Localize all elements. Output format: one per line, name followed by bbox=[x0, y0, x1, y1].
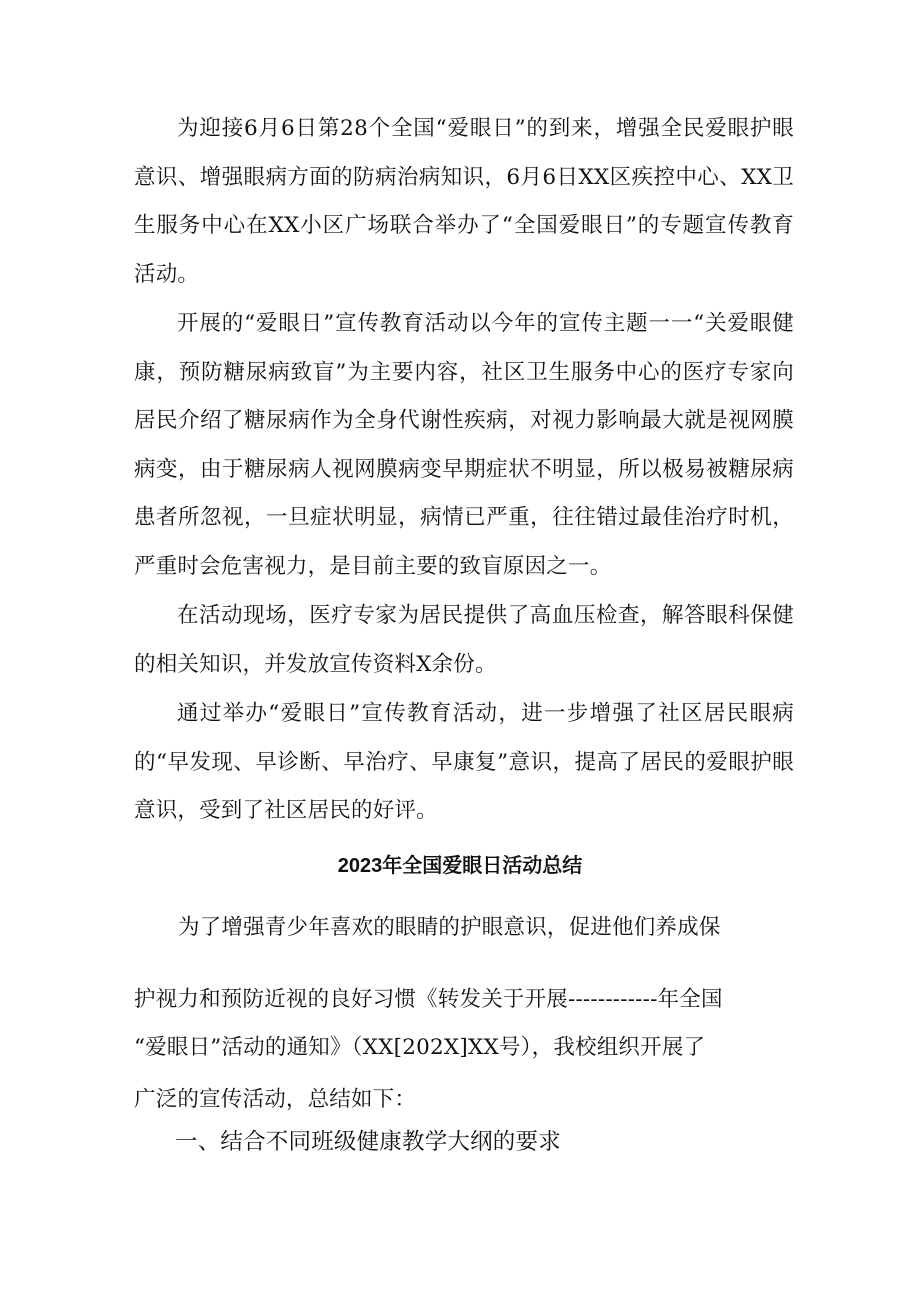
body-paragraph-4: 通过举办“爱眼日”宣传教育活动，进一步增强了社区居民眼病的“早发现、早诊断、早治疗、早康复”意识，提高了居民的爱眼护眼意识，受到了社区居民的好评。 bbox=[134, 701, 794, 823]
summary-line-2: 护视力和预防近视的良好习惯《转发关于开展------------年全国 bbox=[134, 987, 723, 1012]
section-title: 2023年全国爱眼日活动总结 bbox=[337, 855, 583, 877]
section-heading-1: 一、结合不同班级健康教学大纲的要求 bbox=[175, 1129, 561, 1155]
body-paragraph-3: 在活动现场，医疗专家为居民提供了高血压检查，解答眼科保健的相关知识，并发放宣传资料X余份。 bbox=[134, 603, 794, 677]
body-paragraph-1: 为迎接6月6日第28个全国“爱眼日”的到来，增强全民爱眼护眼意识、增强眼病方面的防病治病知识，6月6日XX区疾控中心、XX卫生服务中心在XX小区广场联合举办了“全国爱眼日”的专题宣传教育活动。 bbox=[134, 116, 794, 287]
summary-line-4: 广泛的宣传活动，总结如下： bbox=[134, 1087, 417, 1112]
summary-line-1: 为了增强青少年喜欢的眼睛的护眼意识，促进他们养成保 bbox=[178, 915, 721, 940]
body-paragraph-2: 开展的“爱眼日”宣传教育活动以今年的宣传主题一一“关爱眼健康，预防糖尿病致盲”为主要内容，社区卫生服务中心的医疗专家向居民介绍了糖尿病作为全身代谢性疾病，对视力影响最大就是视网膜病变，由于糖尿病人视网膜病变早期症状不明显，所以极易被糖尿病患者所忽视，一旦症状明显，病情已严重，往往错过最佳治疗时机，严重时会危害视力，是目前主要的致盲原因之一。 bbox=[134, 311, 794, 579]
summary-line-3: “爱眼日”活动的通知》（XX[202X]XX号），我校组织开展了 bbox=[134, 1035, 706, 1060]
